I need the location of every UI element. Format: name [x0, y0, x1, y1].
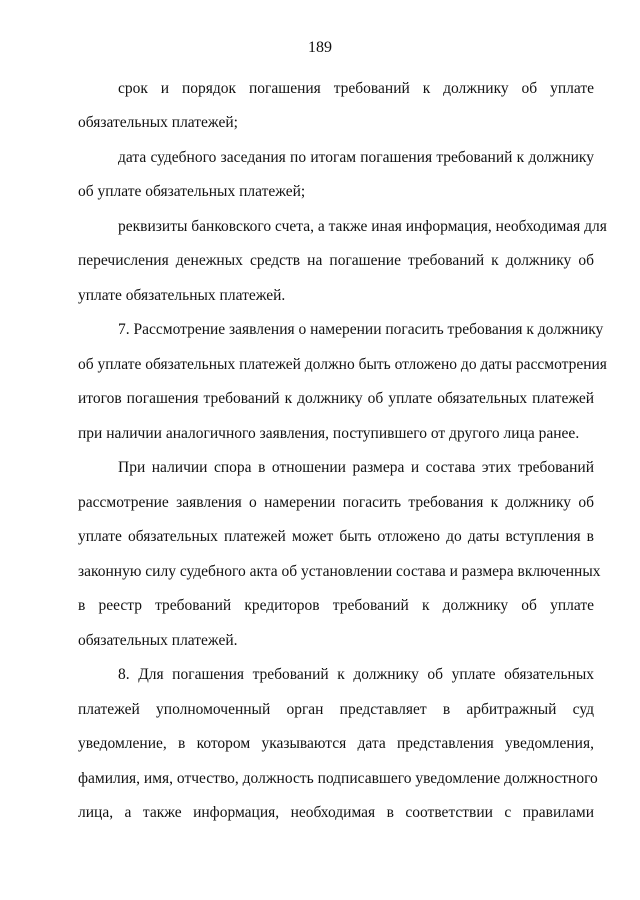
text-line: законную силу судебного акта об установлении состава и размера включенных — [78, 563, 601, 580]
text-line: в реестр требований кредиторов требований к должнику об уплате — [78, 597, 594, 614]
text-line: при наличии аналогичного заявления, поступившего от другого лица ранее. — [78, 425, 580, 442]
text-line: реквизиты банковского счета, а также иная информация, необходимая для — [118, 218, 607, 235]
text-line: обязательных платежей; — [78, 114, 238, 131]
text-line: фамилия, имя, отчество, должность подписавшего уведомление должностного — [78, 770, 598, 787]
text-line: При наличии спора в отношении размера и состава этих требований — [118, 459, 594, 476]
text-line: 7. Рассмотрение заявления о намерении погасить требования к должнику — [118, 321, 604, 338]
text-line: об уплате обязательных платежей должно быть отложено до даты рассмотрения — [78, 356, 607, 373]
text-line: уведомление, в котором указываются дата представления уведомления, — [78, 735, 594, 752]
text-line: уплате обязательных платежей. — [78, 287, 286, 304]
text-line: об уплате обязательных платежей; — [78, 183, 306, 200]
text-line: итогов погашения требований к должнику об уплате обязательных платежей — [78, 390, 594, 407]
text-line: срок и порядок погашения требований к должнику об уплате — [118, 80, 594, 97]
text-line: дата судебного заседания по итогам погашения требований к должнику — [118, 149, 594, 166]
text-line: рассмотрение заявления о намерении погасить требования к должнику об — [78, 494, 594, 511]
text-line: обязательных платежей. — [78, 632, 238, 649]
text-line: лица, а также информация, необходимая в соответствии с правилами — [78, 804, 594, 821]
text-line: перечисления денежных средств на погашение требований к должнику об — [78, 252, 594, 269]
text-line: 8. Для погашения требований к должнику об уплате обязательных — [118, 666, 594, 683]
text-line: уплате обязательных платежей может быть отложено до даты вступления в — [78, 528, 594, 545]
text-line: платежей уполномоченный орган представляет в арбитражный суд — [78, 701, 594, 718]
page-number: 189 — [308, 39, 332, 56]
